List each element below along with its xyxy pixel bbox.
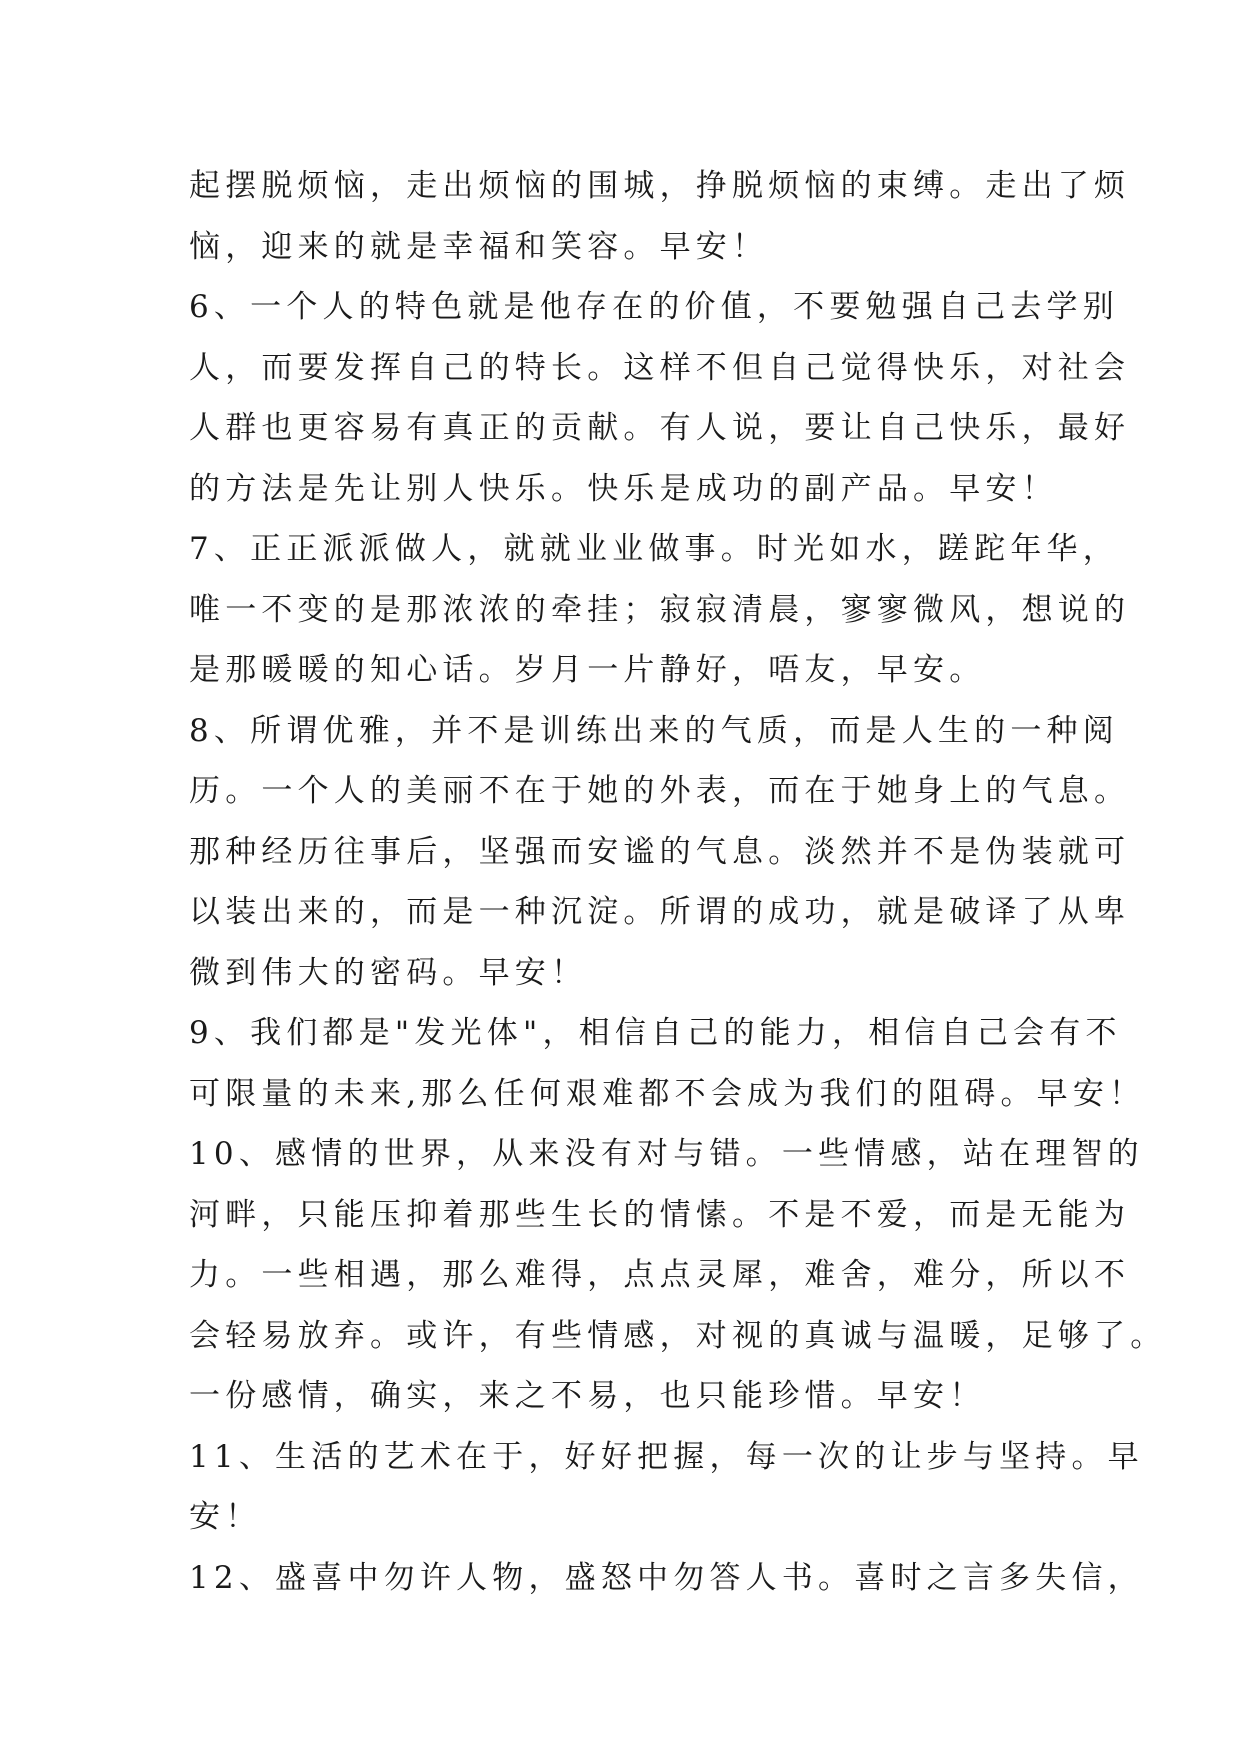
- text-line: 人群也更容易有真正的贡献。有人说，要让自己快乐，最好: [189, 410, 1131, 446]
- text-line: 12、盛喜中勿许人物，盛怒中勿答人书。喜时之言多失信，: [189, 1559, 1144, 1596]
- text-line: 微到伟大的密码。早安！: [189, 954, 588, 991]
- text-line: 的方法是先让别人快乐。快乐是成功的副产品。早安！: [189, 470, 1058, 507]
- text-line: 10、感情的世界，从来没有对与错。一些情感，站在理智的: [189, 1136, 1144, 1172]
- text-line: 河畔，只能压抑着那些生长的情愫。不是不爱，而是无能为: [189, 1196, 1131, 1233]
- text-line: 那种经历往事后，坚强而安谧的气息。淡然并不是伪装就可: [189, 833, 1131, 870]
- text-line: 是那暖暖的知心话。岁月一片静好，唔友，早安。: [189, 652, 986, 688]
- text-line: 8、所谓优雅，并不是训练出来的气质，而是人生的一种阅: [189, 712, 1119, 749]
- text-line: 唯一不变的是那浓浓的牵挂；寂寂清晨，寥寥微风，想说的: [189, 591, 1131, 628]
- text-line: 会轻易放弃。或许，有些情感，对视的真诚与温暖，足够了。: [189, 1317, 1167, 1354]
- text-line: 6、一个人的特色就是他存在的价值，不要勉强自己去学别: [189, 289, 1119, 325]
- text-line: 9、我们都是"发光体"，相信自己的能力，相信自己会有不: [189, 1015, 1122, 1051]
- text-line: 历。一个人的美丽不在于她的外表，而在于她身上的气息。: [189, 773, 1131, 809]
- body-text: [189, 156, 1167, 1608]
- text-line: 以装出来的，而是一种沉淀。所谓的成功，就是破译了从卑: [189, 894, 1131, 930]
- text-line: 可限量的未来,那么任何艰难都不会成为我们的阻碍。早安！: [189, 1075, 1146, 1112]
- text-line: 起摆脱烦恼，走出烦恼的围城，挣脱烦恼的束缚。走出了烦: [189, 168, 1131, 204]
- text-line: 人，而要发挥自己的特长。这样不但自己觉得快乐，对社会: [189, 349, 1131, 386]
- text-line: 一份感情，确实，来之不易，也只能珍惜。早安！: [189, 1378, 986, 1414]
- text-line: 力。一些相遇，那么难得，点点灵犀，难舍，难分，所以不: [189, 1257, 1131, 1293]
- text-line: 恼，迎来的就是幸福和笑容。早安！: [189, 228, 769, 265]
- text-line: 7、正正派派做人，就就业业做事。时光如水，蹉跎年华，: [189, 531, 1119, 567]
- text-line: 安！: [189, 1499, 262, 1535]
- text-line: 11、生活的艺术在于，好好把握，每一次的让步与坚持。早: [189, 1438, 1144, 1475]
